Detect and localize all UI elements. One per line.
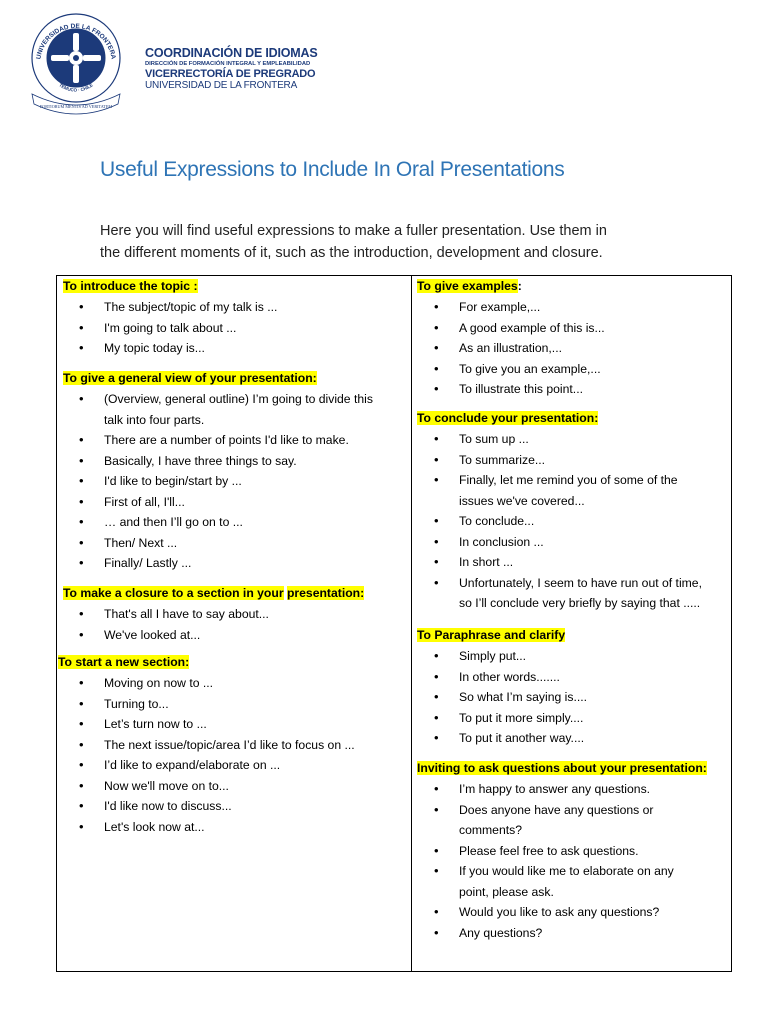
section-conclude bbox=[417, 409, 727, 614]
list-item: • To put it more simply.... bbox=[459, 708, 727, 729]
list-item: • A good example of this is... bbox=[459, 318, 727, 339]
list-item: • Unfortunately, I seem to have run out of time, bbox=[459, 573, 727, 594]
list-item: • Finally, let me remind you of some of the bbox=[459, 470, 727, 491]
list-item: • Would you like to ask any questions? bbox=[459, 902, 727, 923]
list-item: • Let's look now at... bbox=[104, 817, 403, 838]
section-new-section bbox=[58, 653, 403, 837]
list-item: • Does anyone have any questions or bbox=[459, 800, 727, 821]
list-item: • My topic today is... bbox=[104, 338, 403, 359]
section-introduce-topic bbox=[63, 277, 403, 359]
expressions-table bbox=[56, 275, 732, 972]
section-general-view bbox=[63, 369, 403, 574]
list-item: • There are a number of points I'd like to make. bbox=[104, 430, 403, 451]
section-examples bbox=[417, 277, 727, 400]
list-item-continuation: point, please ask. bbox=[459, 884, 554, 899]
list-item: • To sum up ... bbox=[459, 429, 727, 450]
list-item-continuation: so I’ll conclude very briefly by saying that ..... bbox=[459, 596, 701, 610]
list-item-continuation: issues we've covered... bbox=[459, 493, 585, 508]
list-item: • For example,... bbox=[459, 297, 727, 318]
list-item: • To illustrate this point... bbox=[459, 379, 727, 400]
list-item: • To give you an example,... bbox=[459, 359, 727, 380]
section-closure bbox=[63, 584, 403, 645]
intro-line-2: the different moments of it, such as the introduction, development and closure. bbox=[100, 245, 603, 261]
section-heading: To give examples bbox=[417, 279, 518, 293]
list-item: • Moving on now to ... bbox=[104, 673, 403, 694]
list-item: • The next issue/topic/area I’d like to focus on ... bbox=[104, 735, 403, 756]
list-item: • Any questions? bbox=[459, 923, 727, 944]
list-item: • That's all I have to say about... bbox=[104, 604, 403, 625]
section-heading: Inviting to ask questions about your presentation: bbox=[417, 761, 707, 775]
organization-block bbox=[145, 47, 405, 91]
intro-paragraph bbox=[100, 220, 700, 264]
list-item: • Turning to... bbox=[104, 694, 403, 715]
list-item: • The subject/topic of my talk is ... bbox=[104, 297, 403, 318]
list-item: • Let’s turn now to ... bbox=[104, 714, 403, 735]
university-seal-logo bbox=[26, 8, 126, 120]
org-line-4: UNIVERSIDAD DE LA FRONTERA bbox=[145, 80, 298, 92]
list-item: • … and then I’ll go on to ... bbox=[104, 512, 403, 533]
org-line-1: COORDINACIÓN DE IDIOMAS bbox=[145, 46, 318, 60]
list-item: • In conclusion ... bbox=[459, 532, 727, 553]
list-item: • Please feel free to ask questions. bbox=[459, 841, 727, 862]
org-line-3: VICERRECTORÍA DE PREGRADO bbox=[145, 68, 316, 81]
list-item: • Simply put... bbox=[459, 646, 727, 667]
list-item: • I'd like now to discuss... bbox=[104, 796, 403, 817]
list-item: • So what I’m saying is.... bbox=[459, 687, 727, 708]
list-item: • Basically, I have three things to say. bbox=[104, 451, 403, 472]
list-item: • If you would like me to elaborate on any bbox=[459, 861, 727, 882]
seal-top-text: UNIVERSIDAD DE LA FRONTERA bbox=[35, 22, 117, 60]
list-item: • To summarize... bbox=[459, 450, 727, 471]
section-paraphrase bbox=[417, 626, 727, 749]
list-item: • In short ... bbox=[459, 552, 727, 573]
list-item: • I’d like to expand/elaborate on ... bbox=[104, 755, 403, 776]
list-item: • First of all, I'll... bbox=[104, 492, 403, 513]
seal-location-text: TEMUCO · CHILE bbox=[58, 82, 94, 93]
section-heading: To conclude your presentation: bbox=[417, 411, 599, 425]
intro-line-1: Here you will find useful expressions to make a fuller presentation. Use them in bbox=[100, 223, 607, 239]
list-item: • I’m happy to answer any questions. bbox=[459, 779, 727, 800]
list-item: • Then/ Next ... bbox=[104, 533, 403, 554]
section-heading-part-2: presentation: bbox=[286, 586, 365, 600]
section-heading: To introduce the topic : bbox=[63, 279, 198, 293]
list-item: • Finally/ Lastly ... bbox=[104, 553, 403, 574]
list-item-continuation: comments? bbox=[459, 823, 522, 837]
section-heading-part-1: To make a closure to a section in your bbox=[63, 586, 284, 600]
section-heading: To start a new section: bbox=[58, 655, 190, 669]
section-heading: To give a general view of your presentation: bbox=[63, 371, 317, 385]
section-heading: To Paraphrase and clarify bbox=[417, 628, 566, 642]
list-item: • Now we'll move on to... bbox=[104, 776, 403, 797]
org-line-2: DIRECCIÓN DE FORMACIÓN INTEGRAL Y EMPLEABILIDAD bbox=[145, 60, 311, 67]
list-item: • As an illustration,... bbox=[459, 338, 727, 359]
section-heading-suffix: : bbox=[517, 279, 522, 293]
list-item: • We've looked at... bbox=[104, 625, 403, 646]
list-item: • I'm going to talk about ... bbox=[104, 318, 403, 339]
list-item: • To conclude... bbox=[459, 511, 727, 532]
list-item: • (Overview, general outline) I’m going to divide this bbox=[104, 389, 403, 410]
page-title: Useful Expressions to Include In Oral Presentations bbox=[100, 158, 565, 181]
section-questions bbox=[417, 759, 727, 943]
list-item: • In other words....... bbox=[459, 667, 727, 688]
seal-motto: FORTIORUM MENTIS AD VERITATEM bbox=[39, 104, 113, 109]
list-item: • To put it another way.... bbox=[459, 728, 727, 749]
list-item-continuation: talk into four parts. bbox=[104, 412, 205, 427]
list-item: • I'd like to begin/start by ... bbox=[104, 471, 403, 492]
column-divider bbox=[411, 276, 412, 971]
